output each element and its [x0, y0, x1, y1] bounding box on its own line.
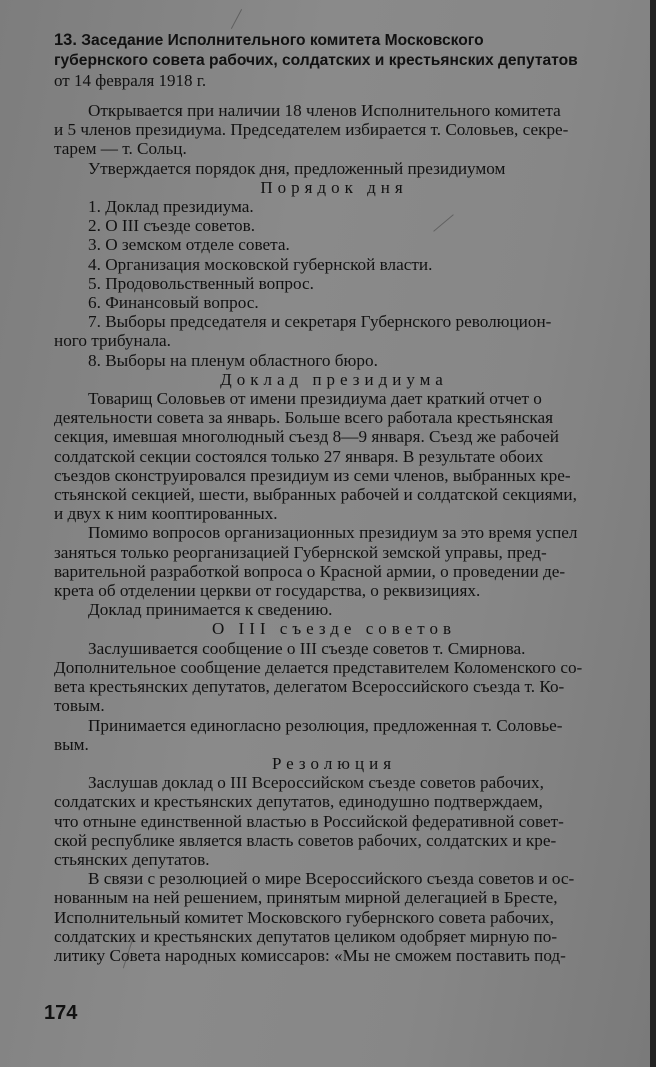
intro-line-3: тарем — т. Сольц. [54, 139, 187, 159]
paragraph-line: солдатской секции состоялся только 27 января. В результате обоих [54, 446, 544, 466]
section-title-report: Доклад президиума [220, 369, 448, 389]
paragraph-line: В связи с резолюцией о мире Всероссийского съезда советов и ос- [88, 869, 575, 889]
paragraph-line: солдатских и крестьянских депутатов, единодушно подтверждаем, [54, 792, 543, 812]
agenda-item: 7. Выборы председателя и секретаря Губернского революцион- [88, 312, 552, 332]
agenda-item: 6. Финансовый вопрос. [88, 293, 259, 313]
congress-paragraph-2 [54, 716, 650, 754]
heading-line-1 [54, 30, 650, 51]
section-title-congress: О III съезде советов [212, 619, 456, 639]
paragraph-line: Дополнительное сообщение делается представителем Коломенского со- [54, 657, 583, 677]
report-paragraph-1 [54, 389, 650, 523]
paragraph-line: стьянских депутатов. [54, 849, 210, 869]
agenda-approval: Утверждается порядок дня, предложенный президиумом [88, 158, 506, 178]
agenda-item: 2. О III съезде советов. [88, 216, 256, 236]
paragraph-line: солдатских и крестьянских депутатов целиком одобряет мирную по- [54, 926, 558, 946]
paragraph-line: крета об отделении церкви от государства, о реквизициях. [54, 581, 481, 601]
paragraph-line: вым. [54, 734, 89, 754]
paragraph-line: секция, имевшая многолюдный съезд 8—9 января. Съезд же рабочей [54, 427, 559, 447]
paragraph-line: стьянской секцией, шести, выбранных рабочей и солдатской секциями, [54, 485, 577, 505]
paragraph-line: деятельности совета за январь. Больше всего работала крестьянская [54, 408, 554, 428]
congress-paragraph-1 [54, 639, 650, 716]
heading-number: 13. [54, 31, 77, 49]
heading-title-1: Заседание Исполнительного комитета Московского [81, 32, 484, 49]
document-text [54, 30, 650, 965]
paragraph-line: Принимается единогласно резолюция, предложенная т. Соловье- [88, 715, 563, 735]
paragraph-line: вета крестьянских депутатов, делегатом Всероссийского съезда т. Ко- [54, 677, 565, 697]
resolution-paragraph-2 [54, 869, 650, 965]
agenda-item: 5. Продовольственный вопрос. [88, 273, 314, 293]
page-number: 174 [44, 1002, 78, 1024]
paragraph-line: и двух к ним кооптированных. [54, 504, 278, 524]
agenda-item: 8. Выборы на пленум областного бюро. [88, 350, 378, 370]
report-conclusion: Доклад принимается к сведению. [88, 600, 333, 620]
agenda-item-continuation: ного трибунала. [54, 331, 171, 351]
paragraph-line: Исполнительный комитет Московского губернского совета рабочих, [54, 907, 554, 927]
paragraph-line: литику Совета народных комиссаров: «Мы не сможем поставить под- [54, 945, 566, 965]
book-spine-shadow [650, 0, 656, 1067]
paragraph-line: варительной разработкой вопроса о Красной армии, о проведении де- [54, 561, 566, 581]
agenda-item: 1. Доклад президиума. [88, 197, 254, 217]
paragraph-line: что отныне единственной властью в Российской федеративной совет- [54, 811, 564, 831]
section-title-resolution: Резолюция [271, 753, 397, 773]
agenda-item: 4. Организация московской губернской власти. [88, 254, 433, 274]
heading-line-2: губернского совета рабочих, солдатских и крестьянских депутатов [54, 52, 578, 69]
heading-date: от 14 февраля 1918 г. [54, 71, 207, 90]
resolution-paragraph-1 [54, 773, 650, 869]
report-paragraph-2 [54, 523, 650, 600]
agenda-list [54, 197, 650, 370]
paragraph-line: съездов сконструировался президиум из семи членов, выбранных кре- [54, 465, 571, 485]
paragraph-line: нованным на ней решением, принятым мирной делегацией в Бресте, [54, 888, 558, 908]
paragraph-line: Помимо вопросов организационных президиум за это время успел [88, 523, 578, 543]
document-heading [54, 30, 650, 71]
paragraph-line: Заслушивается сообщение о III съезде советов т. Смирнова. [88, 638, 526, 658]
intro-line-2: и 5 членов президиума. Председателем избирается т. Соловьев, секре- [54, 120, 569, 140]
paragraph-line: Товарищ Соловьев от имени президиума дает краткий отчет о [88, 389, 542, 409]
intro-line-1: Открывается при наличии 18 членов Исполнительного комитета [88, 101, 561, 120]
paper-scratch [231, 9, 242, 29]
paragraph-line: товым. [54, 696, 105, 716]
paragraph-line: ской республике является власть советов рабочих, солдатских и кре- [54, 830, 557, 850]
paragraph-line: Заслушав доклад о III Всероссийском съезде советов рабочих, [88, 773, 544, 793]
agenda-title: Порядок дня [260, 177, 408, 197]
paragraph-line: заняться только реорганизацией Губернской земской управы, пред- [54, 542, 547, 562]
intro-paragraph [54, 101, 650, 159]
agenda-item: 3. О земском отделе совета. [88, 235, 290, 255]
